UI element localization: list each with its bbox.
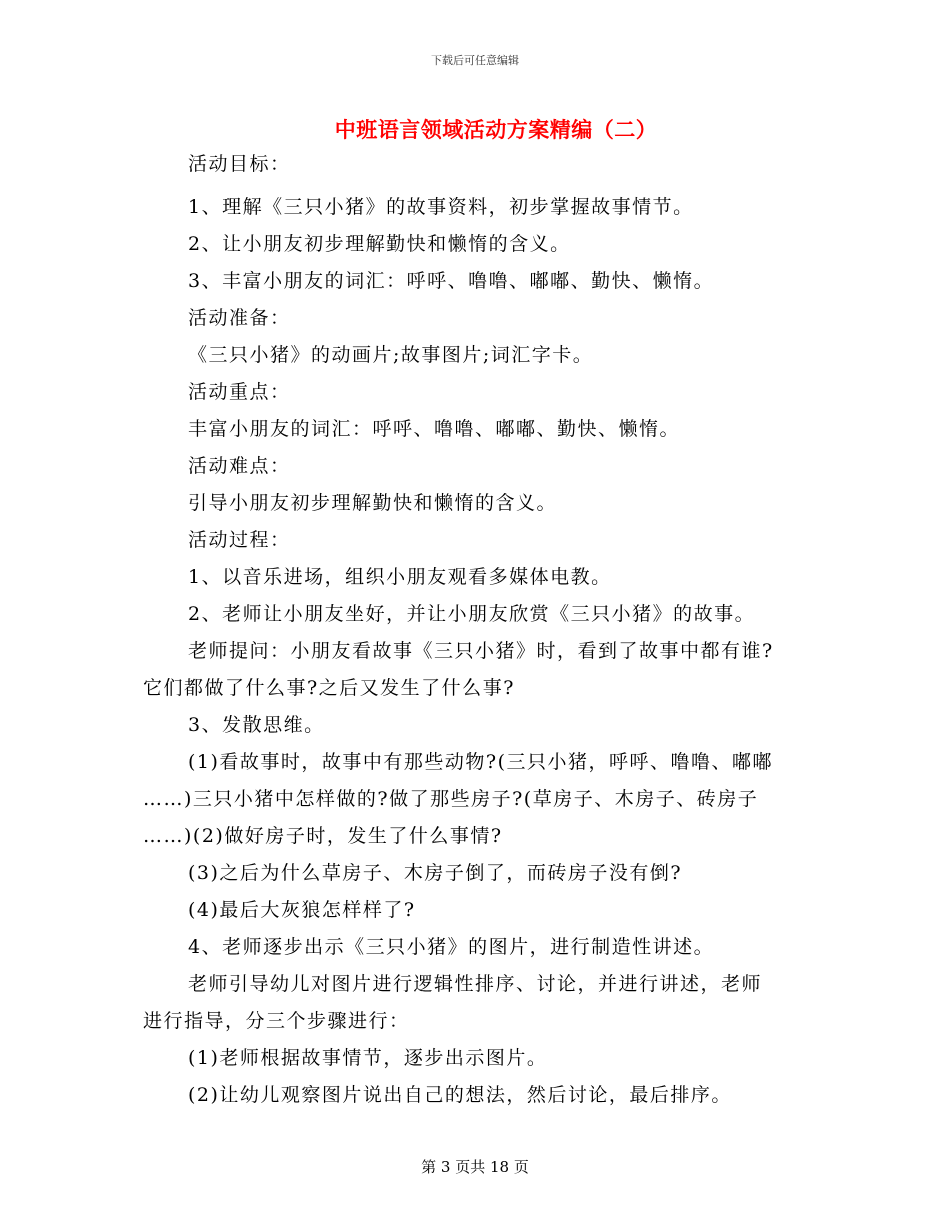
body-line: 活动过程： (188, 529, 291, 551)
body-line: 活动难点： (188, 455, 291, 477)
body-line: (2)让幼儿观察图片说出自己的想法，然后讨论，最后排序。 (188, 1084, 732, 1106)
body-line: 活动准备： (188, 307, 291, 329)
body-line: 2、老师让小朋友坐好，并让小朋友欣赏《三只小猪》的故事。 (188, 603, 756, 625)
body-line: (1)老师根据故事情节，逐步出示图片。 (188, 1047, 548, 1069)
document-title: 中班语言领域活动方案精编（二） (334, 117, 658, 142)
body-line: 活动目标： (188, 153, 291, 175)
body-line: ……)(2)做好房子时，发生了什么事情? (143, 825, 503, 847)
body-line: 引导小朋友初步理解勤快和懒惰的含义。 (188, 492, 558, 514)
page-footer: 第 3 页共 18 页 (421, 1158, 529, 1176)
body-line: (4)最后大灰狼怎样样了? (188, 899, 416, 921)
body-line: 老师引导幼儿对图片进行逻辑性排序、讨论，并进行讲述，老师 (188, 973, 763, 995)
page-header-note: 下载后可任意编辑 (431, 54, 519, 67)
body-line: ……)三只小猪中怎样做的?做了那些房子?(草房子、木房子、砖房子 (143, 788, 759, 810)
body-line: 老师提问：小朋友看故事《三只小猪》时，看到了故事中都有谁? (188, 640, 774, 662)
body-line: 3、丰富小朋友的词汇：呼呼、噜噜、嘟嘟、勤快、懒惰。 (188, 270, 715, 292)
body-line: 4、老师逐步出示《三只小猪》的图片，进行制造性讲述。 (188, 936, 715, 958)
body-line: 1、理解《三只小猪》的故事资料，初步掌握故事情节。 (188, 196, 694, 218)
body-line: 它们都做了什么事?之后又发生了什么事? (143, 677, 515, 699)
body-line: 3、发散思维。 (188, 714, 325, 736)
body-line: 活动重点： (188, 381, 291, 403)
body-line: 丰富小朋友的词汇：呼呼、噜噜、嘟嘟、勤快、懒惰。 (188, 418, 681, 440)
body-line: (1)看故事时，故事中有那些动物?(三只小猪，呼呼、噜噜、嘟嘟 (188, 751, 774, 773)
body-line: 2、让小朋友初步理解勤快和懒惰的含义。 (188, 233, 571, 255)
body-line: 《三只小猪》的动画片;故事图片;词汇字卡。 (188, 344, 594, 366)
body-line: 1、以音乐进场，组织小朋友观看多媒体电教。 (188, 566, 612, 588)
body-line: 进行指导，分三个步骤进行： (143, 1010, 410, 1032)
body-line: (3)之后为什么草房子、木房子倒了，而砖房子没有倒? (188, 862, 683, 884)
